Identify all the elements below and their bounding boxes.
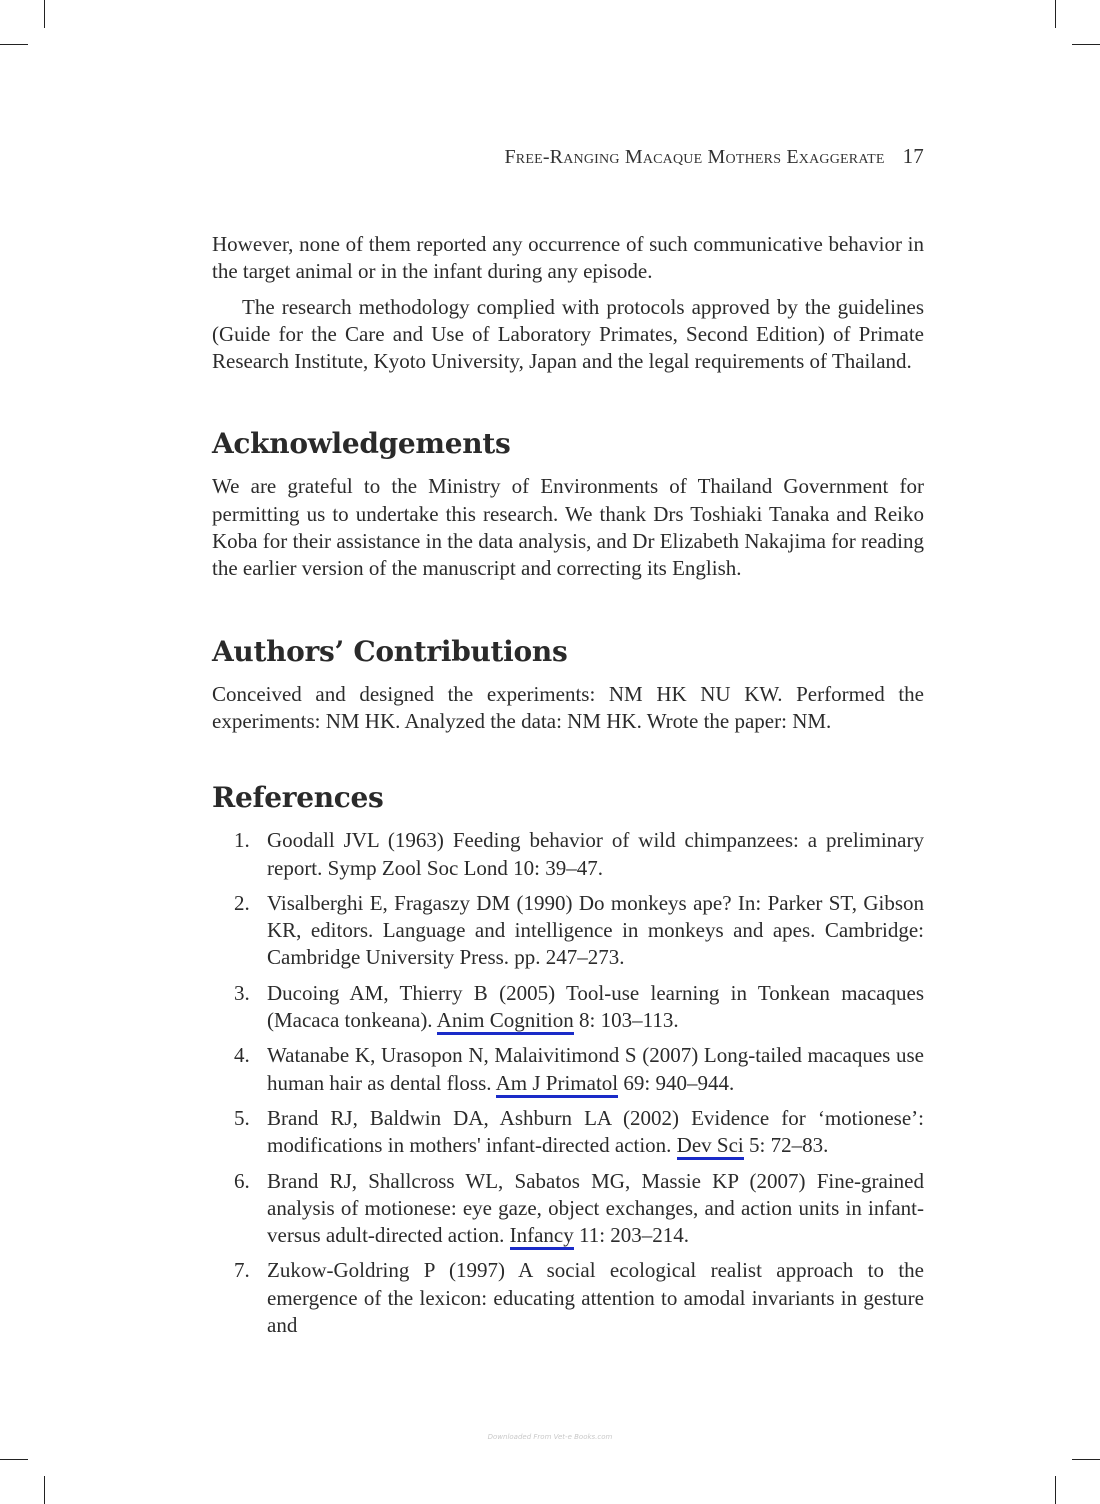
reference-text-tail: 69: 940–944. [618, 1070, 735, 1095]
intro-paragraph: However, none of them reported any occurrence of such communicative behavior in the target animal or in the infant during any episode. [212, 232, 924, 284]
reference-number: 4. [234, 1043, 250, 1068]
references-heading: References [212, 781, 384, 815]
running-header [212, 144, 924, 169]
crop-mark [0, 44, 28, 45]
journal-link[interactable]: Anim Cognition [437, 1008, 574, 1035]
reference-item [212, 1168, 924, 1250]
reference-text: Visalberghi E, Fragaszy DM (1990) Do monkeys ape? In: Parker ST, Gibson KR, editors. Language and intelligence in monkeys and apes. Cambridge: Cambridge University Press. pp. 247–273. [267, 890, 924, 970]
crop-mark [44, 0, 45, 28]
methodology-paragraph: The research methodology complied with protocols approved by the guidelines (Guide for the Care and Use of Laboratory Primates, Second Edition) of Primate Research Institute, Kyoto University, Japan and the legal requirements of Thailand. [212, 294, 924, 374]
crop-mark [1055, 0, 1056, 28]
page-number: 17 [902, 144, 924, 168]
contributions-text: Conceived and designed the experiments: NM HK NU KW. Performed the experiments: NM HK. Analyzed the data: NM HK. Wrote the paper: NM. [212, 681, 924, 733]
reference-text: Goodall JVL (1963) Feeding behavior of wild chimpanzees: a preliminary report. Symp Zool Soc Lond 10: 39–47. [267, 828, 924, 880]
reference-number: 1. [234, 828, 250, 853]
reference-item [212, 890, 924, 972]
crop-mark [1072, 1459, 1100, 1460]
reference-text-tail: 11: 203–214. [573, 1223, 690, 1248]
crop-mark [44, 1476, 45, 1504]
running-title: Free-Ranging Macaque Mothers Exaggerate [504, 146, 885, 168]
acknowledgements-text: We are grateful to the Ministry of Environments of Thailand Government for permitting us to undertake this research. We thank Drs Toshiaki Tanaka and Reiko Koba for their assistance in the data analysis, and Dr Elizabeth Nakajima for reading the earlier version of the manuscript and correcting its English. [212, 474, 924, 581]
reference-number: 3. [234, 980, 250, 1005]
reference-number: 2. [234, 890, 250, 915]
reference-text: Ducoing AM, Thierry B (2005) Tool-use learning in Tonkean macaques (Macaca tonkeana). [267, 980, 924, 1033]
reference-item [212, 980, 924, 1035]
reference-text-tail: 5: 72–83. [743, 1133, 829, 1158]
journal-link[interactable]: Infancy [510, 1223, 574, 1250]
crop-mark [0, 1459, 28, 1460]
reference-item [212, 1042, 924, 1097]
journal-link[interactable]: Dev Sci [677, 1133, 744, 1160]
reference-text: Watanabe K, Urasopon N, Malaivitimond S (2007) Long-tailed macaques use human hair as dental floss. [267, 1043, 924, 1095]
acknowledgements-heading: Acknowledgements [212, 427, 511, 461]
contributions-heading: Authors’ Contributions [212, 634, 568, 668]
reference-item [212, 1105, 924, 1160]
reference-text: Brand RJ, Shallcross WL, Sabatos MG, Massie KP (2007) Fine-grained analysis of motionese: eye gaze, object exchanges, and action units in infant- versus adult-directed action. [267, 1168, 924, 1248]
journal-link[interactable]: Am J Primatol [496, 1071, 619, 1098]
reference-number: 7. [234, 1258, 250, 1283]
reference-item [212, 1257, 924, 1339]
reference-number: 6. [234, 1168, 250, 1193]
reference-number: 5. [234, 1105, 250, 1130]
reference-text: Brand RJ, Baldwin DA, Ashburn LA (2002) Evidence for ‘motionese’: modifications in mothers' infant-directed action. [267, 1105, 924, 1158]
reference-item [212, 827, 924, 882]
crop-mark [1072, 44, 1100, 45]
page-body [212, 231, 924, 1347]
crop-mark [1055, 1476, 1056, 1504]
reference-list [212, 827, 924, 1339]
reference-text: Zukow-Goldring P (1997) A social ecological realist approach to the emergence of the lexicon: educating attention to amodal invariants in gesture and [267, 1258, 924, 1338]
reference-text-tail: 8: 103–113. [573, 1008, 679, 1033]
download-watermark: Downloaded From Vet-e Books.com [487, 1433, 613, 1441]
